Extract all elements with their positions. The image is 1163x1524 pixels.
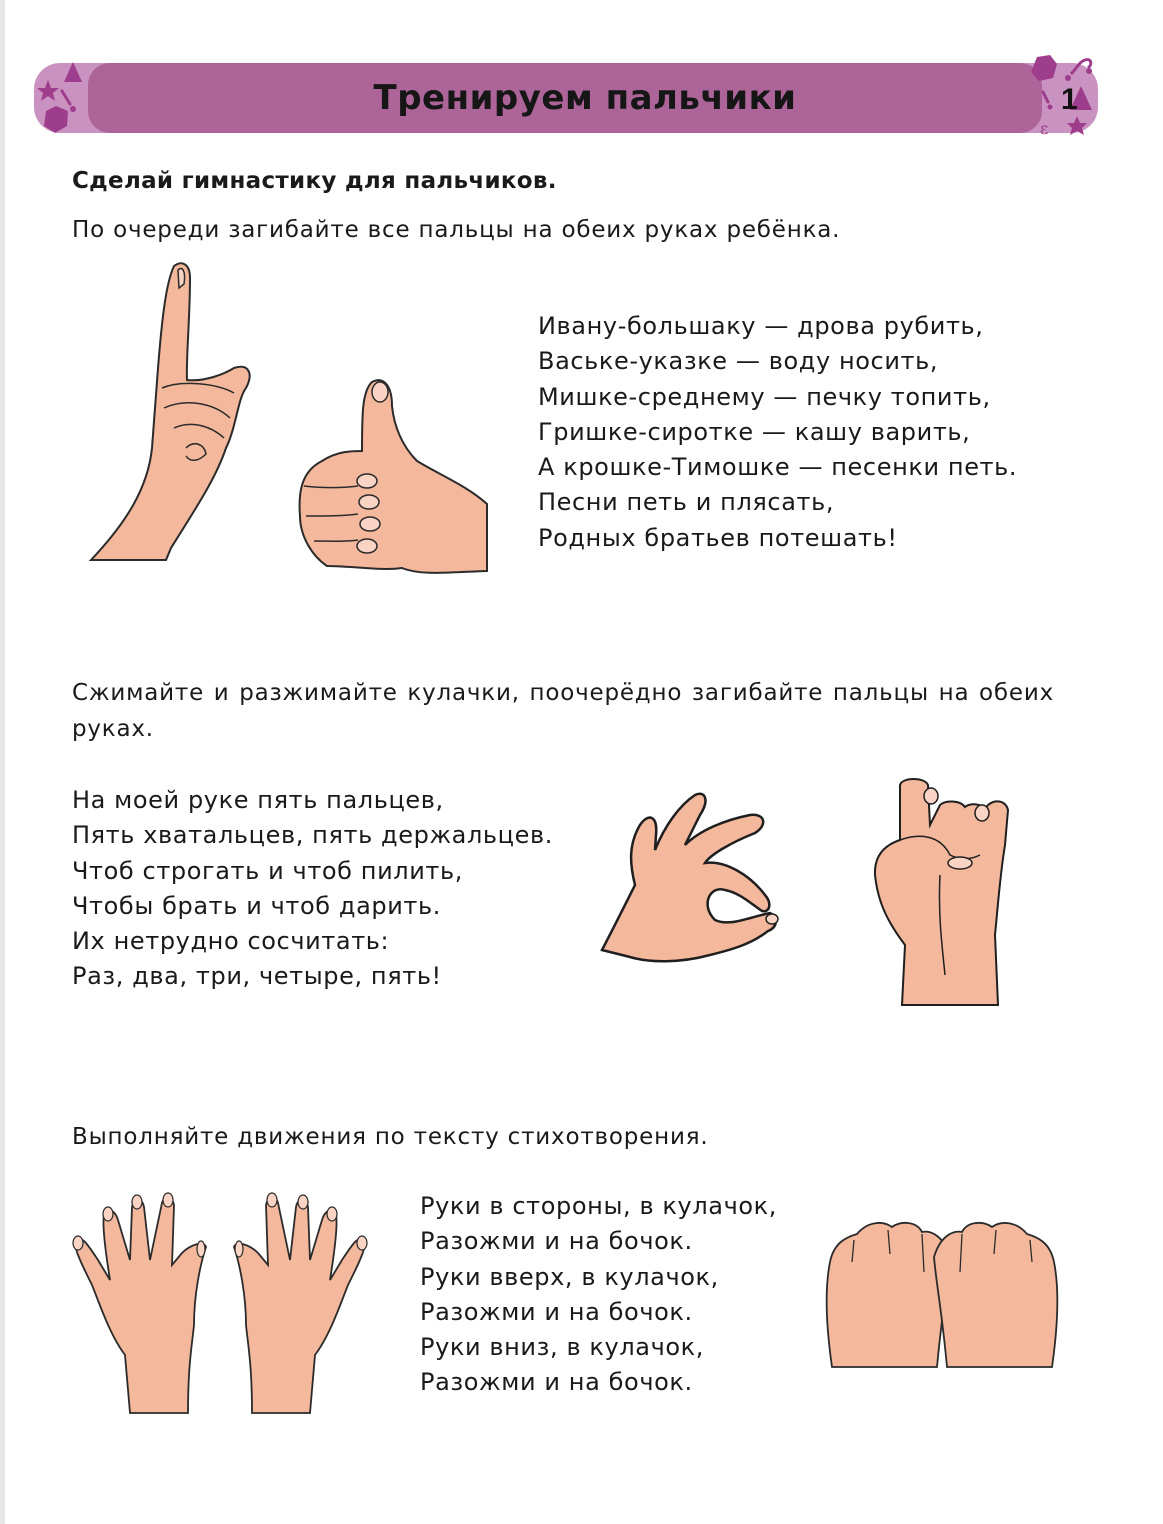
poem-line: Руки в стороны, в кулачок, bbox=[420, 1192, 777, 1220]
poem-line: Чтоб строгать и чтоб пилить, bbox=[72, 856, 463, 885]
instruction-text: По очереди загибайте все пальцы на обеих руках ребёнка. bbox=[72, 217, 841, 243]
thumbs-up-hand-illustration bbox=[292, 376, 492, 586]
instruction-text: Выполняйте движения по тексту стихотворения. bbox=[72, 1124, 709, 1150]
poem-line: Ивану-большаку — дрова рубить, bbox=[538, 312, 984, 340]
poem-3 bbox=[420, 1189, 777, 1401]
poem-line: Ваське-указке — воду носить, bbox=[538, 347, 939, 376]
poem-line: Чтобы брать и чтоб дарить. bbox=[72, 891, 441, 920]
decorative-shapes-left-icon bbox=[34, 60, 94, 138]
pointing-finger-hand-illustration bbox=[86, 258, 256, 570]
section-heading: Сделай гимнастику для пальчиков. bbox=[72, 168, 557, 194]
poem-line: Гришке-сиротке — кашу варить, bbox=[538, 417, 971, 446]
poem-line: А крошке-Тимошке — песенки петь. bbox=[538, 453, 1018, 482]
page-edge bbox=[0, 0, 5, 1524]
poem-2 bbox=[72, 783, 553, 995]
poem-1 bbox=[538, 309, 1017, 556]
poem-line: Разожми и на бочок. bbox=[420, 1297, 693, 1326]
poem-line: На моей руке пять пальцев, bbox=[72, 786, 444, 814]
poem-line: Пять хватальцев, пять держальцев. bbox=[72, 821, 553, 850]
poem-line: Раз, два, три, четыре, пять! bbox=[72, 962, 442, 991]
svg-text:ε: ε bbox=[1040, 119, 1049, 138]
poem-line: Мишке-среднему — печку топить, bbox=[538, 382, 991, 411]
poem-line: Руки вниз, в кулачок, bbox=[420, 1333, 704, 1362]
poem-line: Разожми и на бочок. bbox=[420, 1227, 693, 1256]
two-fists-illustration bbox=[822, 1212, 1062, 1372]
poem-line: Их нетрудно сосчитать: bbox=[72, 927, 390, 956]
poem-line: Родных братьев потешать! bbox=[538, 523, 898, 552]
two-open-hands-illustration bbox=[70, 1185, 370, 1415]
poem-line: Руки вверх, в кулачок, bbox=[420, 1262, 719, 1291]
poem-line: Разожми и на бочок. bbox=[420, 1368, 693, 1397]
fingers-bent-hand-illustration bbox=[870, 775, 1010, 1010]
ok-sign-hand-illustration bbox=[600, 785, 790, 965]
page-title: Тренируем пальчики bbox=[373, 78, 797, 118]
page-number: 1 bbox=[1061, 83, 1078, 116]
instruction-text: Сжимайте и разжимайте кулачки, поочерёдно загибайте пальцы на обеих руках. bbox=[72, 680, 1054, 742]
poem-line: Песни петь и плясать, bbox=[538, 488, 835, 517]
